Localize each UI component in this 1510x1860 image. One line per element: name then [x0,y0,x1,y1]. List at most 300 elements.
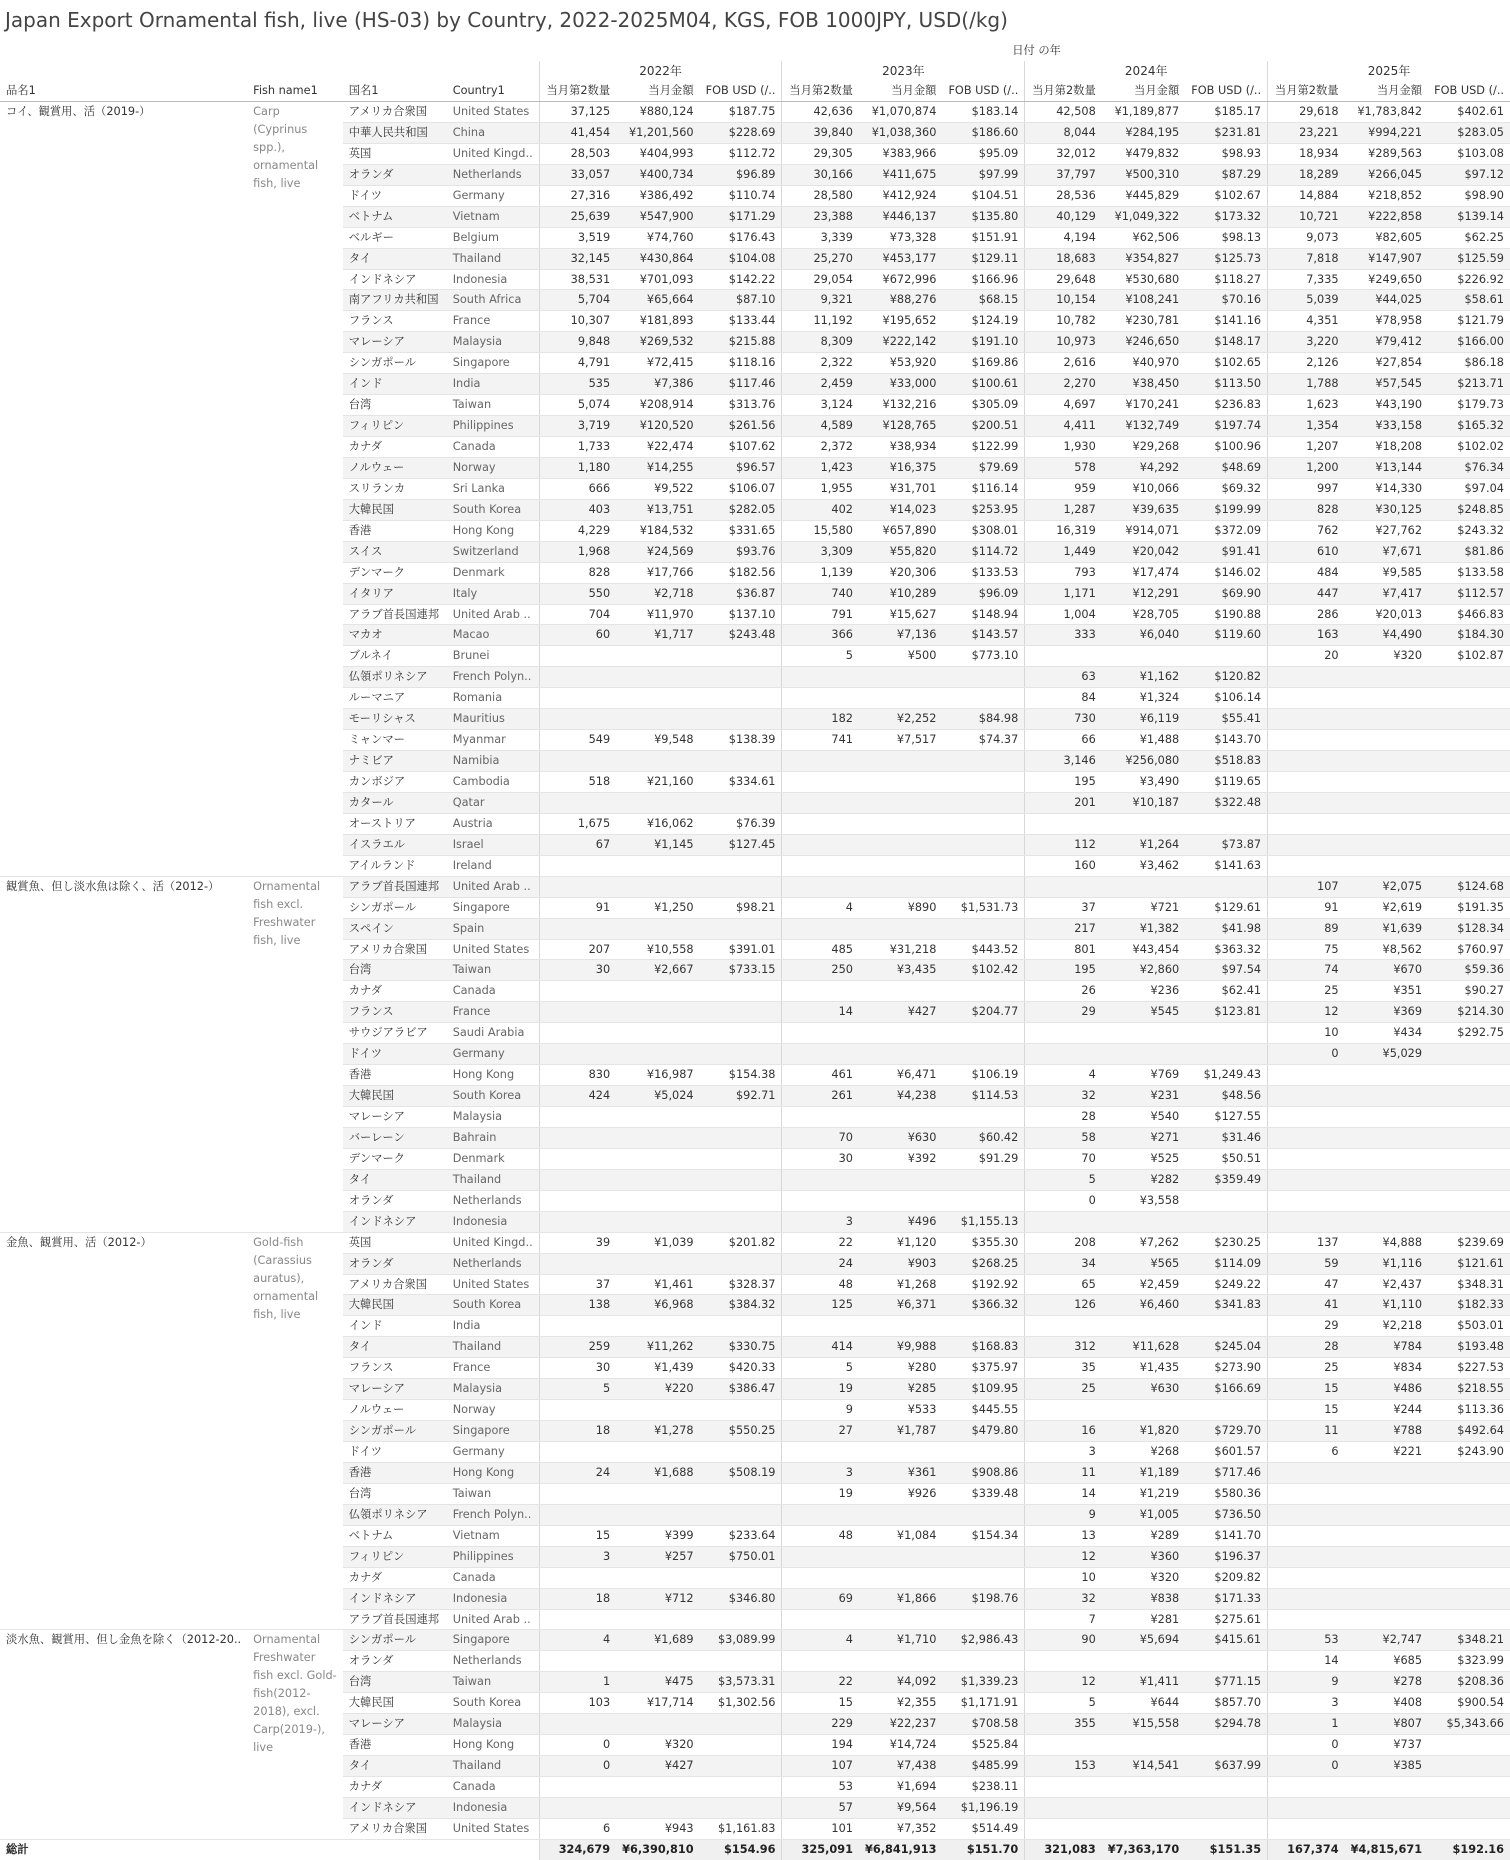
country-en: Romania [447,688,539,709]
qty-cell [1025,1400,1102,1421]
fob-usd-cell [700,981,782,1002]
amount-cell [1345,1525,1428,1546]
amount-cell [859,855,942,876]
amount-cell: ¥282 [1102,1169,1185,1190]
measure-header[interactable]: 当月金額 [616,81,699,102]
qty-cell [539,1504,616,1525]
amount-cell: ¥221 [1345,1442,1428,1463]
year-header[interactable]: 2023年 [782,61,1025,81]
header-item-ja[interactable]: 品名1 [0,81,247,102]
country-ja: デンマーク [343,1148,447,1169]
amount-cell [859,1023,942,1044]
amount-cell: ¥3,435 [859,960,942,981]
fob-usd-cell: $135.80 [942,206,1024,227]
amount-cell [1345,1190,1428,1211]
fish-item-ja: 金魚、観賞用、活（2012-） [0,1232,247,1630]
fob-usd-cell: $92.71 [700,1086,782,1107]
country-en: South Korea [447,1086,539,1107]
country-en: Indonesia [447,1588,539,1609]
fob-usd-cell [942,1169,1024,1190]
qty-cell: 3 [1025,1442,1102,1463]
fob-usd-cell [700,1609,782,1630]
fob-usd-cell: $74.37 [942,730,1024,751]
amount-cell [616,1044,699,1065]
country-en: United States [447,102,539,123]
year-header[interactable]: 2022年 [539,61,782,81]
fob-usd-cell: $445.55 [942,1400,1024,1421]
fob-usd-cell [1428,1504,1510,1525]
qty-cell [782,813,859,834]
amount-cell: ¥14,330 [1345,478,1428,499]
country-en: India [447,1316,539,1337]
qty-cell: 15 [1268,1400,1345,1421]
qty-cell [1268,1211,1345,1232]
fob-usd-cell: $141.63 [1185,855,1267,876]
page-title: Japan Export Ornamental fish, live (HS-03) by Country, 2022-2025M04, KGS, FOB 1000JPY, USD(/kg) [5,8,1008,32]
fob-usd-cell: $503.01 [1428,1316,1510,1337]
qty-cell: 217 [1025,918,1102,939]
fob-usd-cell: $375.97 [942,1358,1024,1379]
fob-usd-cell: $184.30 [1428,625,1510,646]
qty-cell [539,1442,616,1463]
amount-cell [859,981,942,1002]
qty-cell: 40,129 [1025,206,1102,227]
country-en: Germany [447,185,539,206]
qty-cell: 30 [539,960,616,981]
amount-cell: ¥108,241 [1102,290,1185,311]
amount-cell: ¥769 [1102,1065,1185,1086]
fish-item-ja: コイ、観賞用、活（2019-） [0,102,247,877]
amount-cell: ¥120,520 [616,416,699,437]
amount-cell: ¥55,820 [859,541,942,562]
qty-cell: 41,454 [539,122,616,143]
fob-usd-cell [700,1504,782,1525]
amount-cell: ¥369 [1345,1002,1428,1023]
amount-cell: ¥1,278 [616,1421,699,1442]
fob-usd-cell: $148.94 [942,604,1024,625]
country-en: Malaysia [447,1714,539,1735]
qty-cell [1268,1127,1345,1148]
fob-usd-cell: $104.08 [700,248,782,269]
qty-cell: 518 [539,772,616,793]
qty-cell: 2,270 [1025,374,1102,395]
amount-cell [1102,646,1185,667]
amount-cell: ¥132,216 [859,395,942,416]
fob-usd-cell: $283.05 [1428,122,1510,143]
qty-cell: 229 [782,1714,859,1735]
amount-cell: ¥657,890 [859,520,942,541]
fob-usd-cell: $366.32 [942,1295,1024,1316]
amount-cell [616,1609,699,1630]
amount-cell: ¥266,045 [1345,164,1428,185]
qty-cell: 57 [782,1797,859,1818]
qty-cell: 1,733 [539,437,616,458]
fob-usd-cell: $339.48 [942,1483,1024,1504]
amount-cell [616,751,699,772]
qty-cell: 11 [1268,1421,1345,1442]
fob-usd-cell [1185,1023,1267,1044]
fob-usd-cell: $248.85 [1428,499,1510,520]
amount-cell: ¥630 [1102,1379,1185,1400]
fob-usd-cell: $86.18 [1428,353,1510,374]
amount-cell [1345,1065,1428,1086]
qty-cell: 3 [539,1546,616,1567]
fob-usd-cell [1428,709,1510,730]
amount-cell: ¥2,860 [1102,960,1185,981]
amount-cell [1345,751,1428,772]
qty-cell [1025,1777,1102,1798]
country-ja: ルーマニア [343,688,447,709]
qty-cell: 39 [539,1232,616,1253]
qty-cell: 9,321 [782,290,859,311]
qty-cell: 107 [1268,876,1345,897]
qty-cell [539,981,616,1002]
fob-usd-cell [942,772,1024,793]
amount-cell [616,1504,699,1525]
qty-cell: 101 [782,1818,859,1839]
fob-usd-cell: $348.31 [1428,1274,1510,1295]
fob-usd-cell: $104.51 [942,185,1024,206]
qty-cell: 535 [539,374,616,395]
amount-cell: ¥16,987 [616,1065,699,1086]
amount-cell: ¥24,569 [616,541,699,562]
amount-cell: ¥230,781 [1102,311,1185,332]
qty-cell: 138 [539,1295,616,1316]
qty-cell: 5 [1025,1693,1102,1714]
country-ja: シンガポール [343,1421,447,1442]
country-ja: インドネシア [343,1797,447,1818]
qty-cell [539,1483,616,1504]
fob-usd-cell: $708.58 [942,1714,1024,1735]
qty-cell: 53 [1268,1630,1345,1651]
fob-usd-cell: $601.57 [1185,1442,1267,1463]
amount-cell: ¥43,190 [1345,395,1428,416]
amount-cell: ¥6,968 [616,1295,699,1316]
amount-cell: ¥486 [1345,1379,1428,1400]
amount-cell: ¥360 [1102,1546,1185,1567]
fob-usd-cell: $176.43 [700,227,782,248]
fob-usd-cell: $201.82 [700,1232,782,1253]
qty-cell: 3,519 [539,227,616,248]
qty-cell [539,1107,616,1128]
qty-cell: 38,531 [539,269,616,290]
qty-cell: 0 [539,1735,616,1756]
amount-cell: ¥807 [1345,1714,1428,1735]
fob-usd-cell: $420.33 [700,1358,782,1379]
fob-usd-cell [1428,834,1510,855]
measure-header[interactable]: 当月第2数量 [539,81,616,102]
measure-header[interactable]: FOB USD (/.. [1428,81,1510,102]
country-en: Bahrain [447,1127,539,1148]
fob-usd-cell [1428,1462,1510,1483]
amount-cell: ¥914,071 [1102,520,1185,541]
amount-cell [859,1651,942,1672]
qty-cell [1025,1818,1102,1839]
fob-usd-cell [1428,1777,1510,1798]
amount-cell: ¥132,749 [1102,416,1185,437]
amount-cell: ¥20,013 [1345,604,1428,625]
country-en: French Polyn.. [447,1504,539,1525]
measure-header[interactable]: 当月金額 [859,81,942,102]
amount-cell: ¥445,829 [1102,185,1185,206]
fob-usd-cell [700,1567,782,1588]
country-en: South Korea [447,1693,539,1714]
amount-cell: ¥2,667 [616,960,699,981]
fob-usd-cell [1428,1211,1510,1232]
fob-usd-cell: $97.04 [1428,478,1510,499]
amount-cell: ¥16,062 [616,813,699,834]
amount-cell [859,1442,942,1463]
amount-cell: ¥1,201,560 [616,122,699,143]
qty-cell: 4,697 [1025,395,1102,416]
qty-cell: 1,955 [782,478,859,499]
qty-cell [539,1797,616,1818]
country-en: Netherlands [447,1190,539,1211]
fob-usd-cell [700,1797,782,1818]
qty-cell: 10 [1025,1567,1102,1588]
amount-cell: ¥9,522 [616,478,699,499]
measure-header[interactable]: FOB USD (/.. [700,81,782,102]
country-en: Sri Lanka [447,478,539,499]
fob-usd-cell: $402.61 [1428,102,1510,123]
amount-cell: ¥1,689 [616,1630,699,1651]
qty-cell: 0 [1025,1190,1102,1211]
amount-cell: ¥1,461 [616,1274,699,1295]
country-ja: ブルネイ [343,646,447,667]
fob-usd-cell: $580.36 [1185,1483,1267,1504]
fob-usd-cell: $127.55 [1185,1107,1267,1128]
amount-cell [1345,834,1428,855]
country-en: India [447,374,539,395]
fob-usd-cell [942,1651,1024,1672]
amount-cell [1345,1107,1428,1128]
amount-cell: ¥17,474 [1102,562,1185,583]
fob-usd-cell: $68.15 [942,290,1024,311]
fob-usd-cell: $1,196.19 [942,1797,1024,1818]
qty-cell: 3 [782,1462,859,1483]
qty-cell [1268,1483,1345,1504]
amount-cell: ¥9,988 [859,1337,942,1358]
qty-cell: 10,721 [1268,206,1345,227]
country-ja: 台湾 [343,395,447,416]
fob-usd-cell: $50.51 [1185,1148,1267,1169]
country-en: United Arab .. [447,1609,539,1630]
amount-cell: ¥1,145 [616,834,699,855]
header-country[interactable]: Country1 [447,81,539,102]
amount-cell [1345,1609,1428,1630]
fob-usd-cell [700,1651,782,1672]
measure-header[interactable]: 当月金額 [1102,81,1185,102]
amount-cell: ¥3,558 [1102,1190,1185,1211]
country-en: Indonesia [447,269,539,290]
fob-usd-cell: $485.99 [942,1756,1024,1777]
qty-cell: 26 [1025,981,1102,1002]
amount-cell: ¥11,262 [616,1337,699,1358]
fob-usd-cell [1428,1107,1510,1128]
country-en: Norway [447,457,539,478]
amount-cell: ¥195,652 [859,311,942,332]
amount-cell: ¥6,471 [859,1065,942,1086]
amount-cell: ¥453,177 [859,248,942,269]
qty-cell: 741 [782,730,859,751]
qty-cell: 8,044 [1025,122,1102,143]
country-en: China [447,122,539,143]
country-ja: 香港 [343,520,447,541]
country-en: South Korea [447,499,539,520]
qty-cell: 5,704 [539,290,616,311]
fob-usd-cell: $102.65 [1185,353,1267,374]
amount-cell: ¥12,291 [1102,583,1185,604]
total-amount-cell: ¥4,815,671 [1345,1839,1428,1859]
amount-cell: ¥74,760 [616,227,699,248]
qty-cell [1025,1211,1102,1232]
qty-cell: 828 [539,562,616,583]
qty-cell: 4,229 [539,520,616,541]
fob-usd-cell [1185,646,1267,667]
qty-cell: 447 [1268,583,1345,604]
country-ja: 台湾 [343,1672,447,1693]
country-ja: シンガポール [343,1630,447,1651]
fob-usd-cell [700,1714,782,1735]
fob-usd-cell [1428,1735,1510,1756]
fob-usd-cell: $443.52 [942,939,1024,960]
amount-cell: ¥40,970 [1102,353,1185,374]
amount-cell: ¥475 [616,1672,699,1693]
qty-cell [539,667,616,688]
amount-cell: ¥788 [1345,1421,1428,1442]
amount-cell: ¥408 [1345,1693,1428,1714]
fob-usd-cell [700,1400,782,1421]
qty-cell [1268,1777,1345,1798]
fob-usd-cell: $218.55 [1428,1379,1510,1400]
amount-cell: ¥29,268 [1102,437,1185,458]
qty-cell: 791 [782,604,859,625]
country-en: Netherlands [447,164,539,185]
fob-usd-cell [1428,667,1510,688]
fob-usd-cell: $249.22 [1185,1274,1267,1295]
amount-cell: ¥271 [1102,1127,1185,1148]
qty-cell: 160 [1025,855,1102,876]
amount-cell: ¥385 [1345,1756,1428,1777]
country-ja: マレーシア [343,1107,447,1128]
qty-cell: 0 [1268,1735,1345,1756]
amount-cell [616,1400,699,1421]
amount-cell [1345,855,1428,876]
measure-header[interactable]: 当月第2数量 [1268,81,1345,102]
country-ja: タイ [343,1337,447,1358]
amount-cell: ¥2,718 [616,583,699,604]
fob-usd-cell: $185.17 [1185,102,1267,123]
measure-header[interactable]: FOB USD (/.. [942,81,1024,102]
qty-cell: 259 [539,1337,616,1358]
qty-cell: 103 [539,1693,616,1714]
amount-cell [616,1148,699,1169]
country-ja: カナダ [343,981,447,1002]
measure-header[interactable]: 当月金額 [1345,81,1428,102]
header-country-ja[interactable]: 国名1 [343,81,447,102]
fob-usd-cell: $198.76 [942,1588,1024,1609]
fob-usd-cell: $1,171.91 [942,1693,1024,1714]
amount-cell: ¥1,189 [1102,1462,1185,1483]
fob-usd-cell: $70.16 [1185,290,1267,311]
fob-usd-cell: $87.29 [1185,164,1267,185]
qty-cell [539,1253,616,1274]
qty-cell: 4,351 [1268,311,1345,332]
amount-cell: ¥43,454 [1102,939,1185,960]
amount-cell: ¥22,237 [859,1714,942,1735]
amount-cell [616,1651,699,1672]
measure-header[interactable]: FOB USD (/.. [1185,81,1267,102]
country-ja: ベトナム [343,206,447,227]
amount-cell: ¥1,189,877 [1102,102,1185,123]
country-ja: アラブ首長国連邦 [343,1609,447,1630]
amount-cell: ¥392 [859,1148,942,1169]
fob-usd-cell: $729.70 [1185,1421,1267,1442]
fob-usd-cell [942,1546,1024,1567]
amount-cell: ¥4,292 [1102,457,1185,478]
amount-cell: ¥411,675 [859,164,942,185]
qty-cell: 2,126 [1268,353,1345,374]
amount-cell: ¥1,639 [1345,918,1428,939]
year-header[interactable]: 2024年 [1025,61,1268,81]
year-header[interactable]: 2025年 [1268,61,1510,81]
measure-header[interactable]: 当月第2数量 [782,81,859,102]
amount-cell: ¥1,411 [1102,1672,1185,1693]
qty-cell [539,1567,616,1588]
qty-cell [1268,1065,1345,1086]
amount-cell [1102,813,1185,834]
qty-cell: 4,194 [1025,227,1102,248]
amount-cell [616,1169,699,1190]
fob-usd-cell: $55.41 [1185,709,1267,730]
fob-usd-cell: $208.36 [1428,1672,1510,1693]
qty-cell: 69 [782,1588,859,1609]
country-en: Thailand [447,1337,539,1358]
fob-usd-cell: $129.11 [942,248,1024,269]
country-en: Hong Kong [447,520,539,541]
measure-header[interactable]: 当月第2数量 [1025,81,1102,102]
qty-cell [539,792,616,813]
qty-cell: 22 [782,1672,859,1693]
amount-cell: ¥1,162 [1102,667,1185,688]
fob-usd-cell: $750.01 [700,1546,782,1567]
fob-usd-cell [1428,1044,1510,1065]
country-ja: オーストリア [343,813,447,834]
country-ja: 香港 [343,1462,447,1483]
amount-cell: ¥320 [616,1735,699,1756]
amount-cell: ¥1,488 [1102,730,1185,751]
fob-usd-cell: $100.61 [942,374,1024,395]
qty-cell: 7,818 [1268,248,1345,269]
fob-usd-cell: $196.37 [1185,1546,1267,1567]
fob-usd-cell: $137.10 [700,604,782,625]
fob-usd-cell [1185,1777,1267,1798]
amount-cell: ¥256,080 [1102,751,1185,772]
qty-cell [1268,1190,1345,1211]
fob-usd-cell [700,1316,782,1337]
qty-cell: 137 [1268,1232,1345,1253]
amount-cell: ¥21,160 [616,772,699,793]
header-fish-name[interactable]: Fish name1 [247,81,343,102]
amount-cell: ¥430,864 [616,248,699,269]
fob-usd-cell: $243.32 [1428,520,1510,541]
qty-cell [539,855,616,876]
qty-cell: 6 [539,1818,616,1839]
qty-cell [539,1127,616,1148]
fob-usd-cell [1185,1400,1267,1421]
qty-cell: 2,616 [1025,353,1102,374]
qty-cell: 112 [1025,834,1102,855]
